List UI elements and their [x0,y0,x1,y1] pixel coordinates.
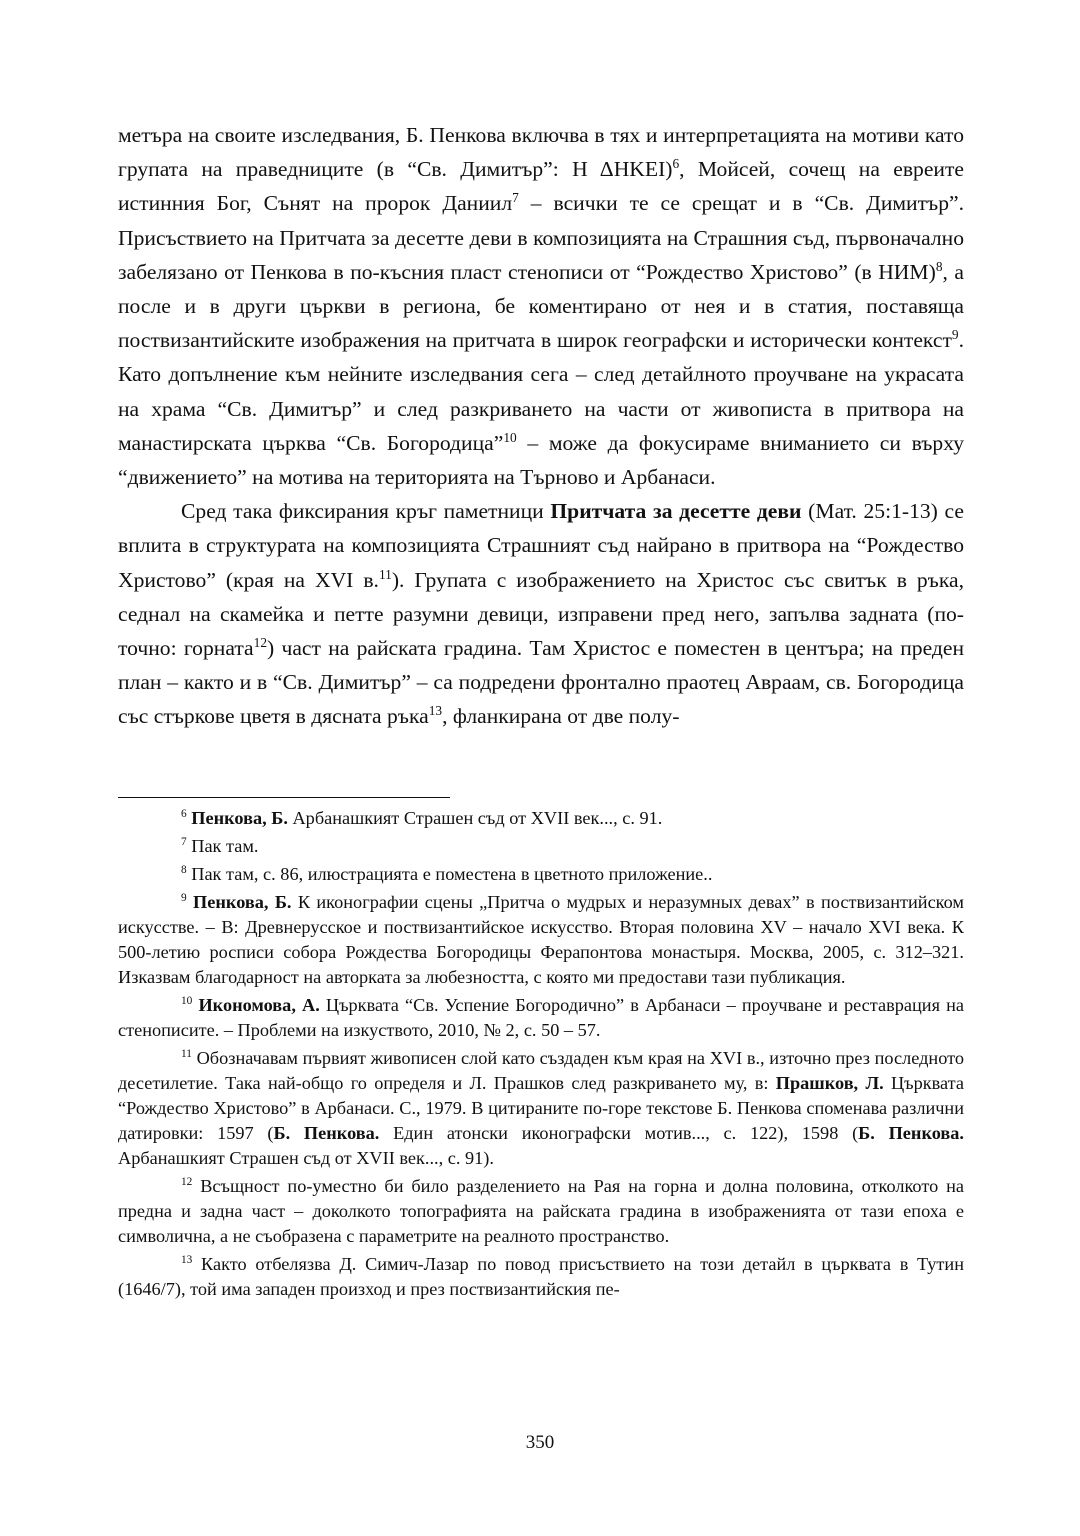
footnote-13: $^{13}$ Както отбелязва Д. Симич-Лазар по повод присъствието на този детайл в църквата в Тутин (1646/7), той има западен произход и през поствизантийския пе- [118,1253,964,1299]
footnote-ref-7[interactable]: 7 [512,190,519,206]
footnote-11: $^{11}$ Обозначавам първият живописен слой като създаден към края на XVI в., източно през последното десетилетие. Така най-общо го определя и Л. Прашков след разкриването му, в: Прашков, Л. Църквата “Рождество Христово” в Арбанаси. С., 1979. В цитираните по-горе текстове Б. Пенкова споменава различни датировки: 1597 (Б. Пенкова. Един атонски иконографски мотив..., с. 122), 1598 (Б. Пенкова. Арбанашкият Страшен съд от XVII век..., с. 91). [118,1047,964,1168]
footnote-10: $^{10}$ Икономова, А. Църквата “Св. Успение Богородично” в Арбанаси – проучване и реставрация на стенописите. – Проблеми на изкуството, 2010, № 2, с. 50 – 57. [118,994,964,1040]
footnote-7: $^7$ Пак там. [181,835,259,856]
main-text [118,118,964,734]
footnote-12: $^{12}$ Всъщност по-уместно би било разделението на Рая на горна и долна половина, отколкото на предна и задна част – доколкото топографията на райската градина в изображенията от тази епоха е символична, а не съобразена с параметрите на реалното пространство. [118,1175,964,1246]
paragraph-2: Сред така фиксирания кръг паметници Притчата за десетте деви (Мат. 25:1-13) се вплита в структурата на композицията Страшният съд найрано в притвора на “Рождество Христово” (края на XVI в.$^{11}$). Групата с изображението на Христос със свитък в ръка, седнал на скамейка и петте разумни девици, изправени пред него, запълва задната (по-точно: горната$^{12}$) част на райската градина. Там Христос е поместен в центъра; на преден план – както и в “Св. Димитър” – са подредени фронтално праотец Авраам, св. Богородица със стъркове цветя в дясната ръка$^{13}$, фланкирана от две полу- [118,499,964,729]
page-number: 350 [525,1432,555,1453]
page-content [118,118,964,734]
footnote-ref-9[interactable]: 9 [951,327,959,343]
footnote-ref-10[interactable]: 10 [503,429,517,445]
footnote-ref-12[interactable]: 12 [253,634,268,650]
paragraph-1: метъра на своите изследвания, Б. Пенкова включва в тях и интерпретацията на мотиви като групата на праведниците (в “Св. Димитър”: Η ΔΗΚΕΙ)$^6$, Мойсей, сочещ на евреите истинния Бог, Сънят на пророк Даниил$^7$ – всички те се срещат и в “Св. Димитър”. Присъствието на Притчата за десетте деви в композицията на Страшния съд, първоначално забелязано от Пенкова в по-късния пласт стенописи от “Рождество Христово” (в НИМ)$^8$, а после и в други църкви в региона, бе коментирано от нея и в статия, поставяща поствизантийските изображения на притчата в широк географски и исторически контекст$^9$. Като допълнение към нейните изследвания сега – след детайлното проучване на украсата на храма “Св. Димитър” и след разкриването на части от живописта в притвора на манастирската църква “Св. Богородица”$^{10}$ – може да фокусираме вниманието си върху “движението” на мотива на територията на Търново и Арбанаси. [118,123,964,490]
footnote-ref-6[interactable]: 6 [672,156,680,172]
bold-phrase: Притчата за десетте деви [550,499,802,524]
footnote-ref-13[interactable]: 13 [428,703,443,719]
footnote-6: $^6$ Пенкова, Б. Арбанашкият Страшен съд от XVII век..., с. 91. [181,807,663,828]
footnote-ref-11[interactable]: 11 [378,566,392,582]
footnote-8: $^8$ Пак там, с. 86, илюстрацията е поместена в цветното приложение.. [181,863,713,884]
footnote-9: $^9$ Пенкова, Б. К иконографии сцены „Притча о мудрых и неразумных девах” в поствизантийском искусстве. – В: Древнерусское и поствизантийское искусство. Вторая половина XV – начало XVI века. К 500-летию росписи собора Рождества Богородицы Ферапонтова монастыря. Москва, 2005, с. 312–321. Изказвам благодарност на авторката за любезността, с която ми предостави тази публикация. [118,891,964,987]
footnotes [118,806,964,1305]
footnote-divider [118,797,450,798]
footnote-ref-8[interactable]: 8 [935,258,943,274]
